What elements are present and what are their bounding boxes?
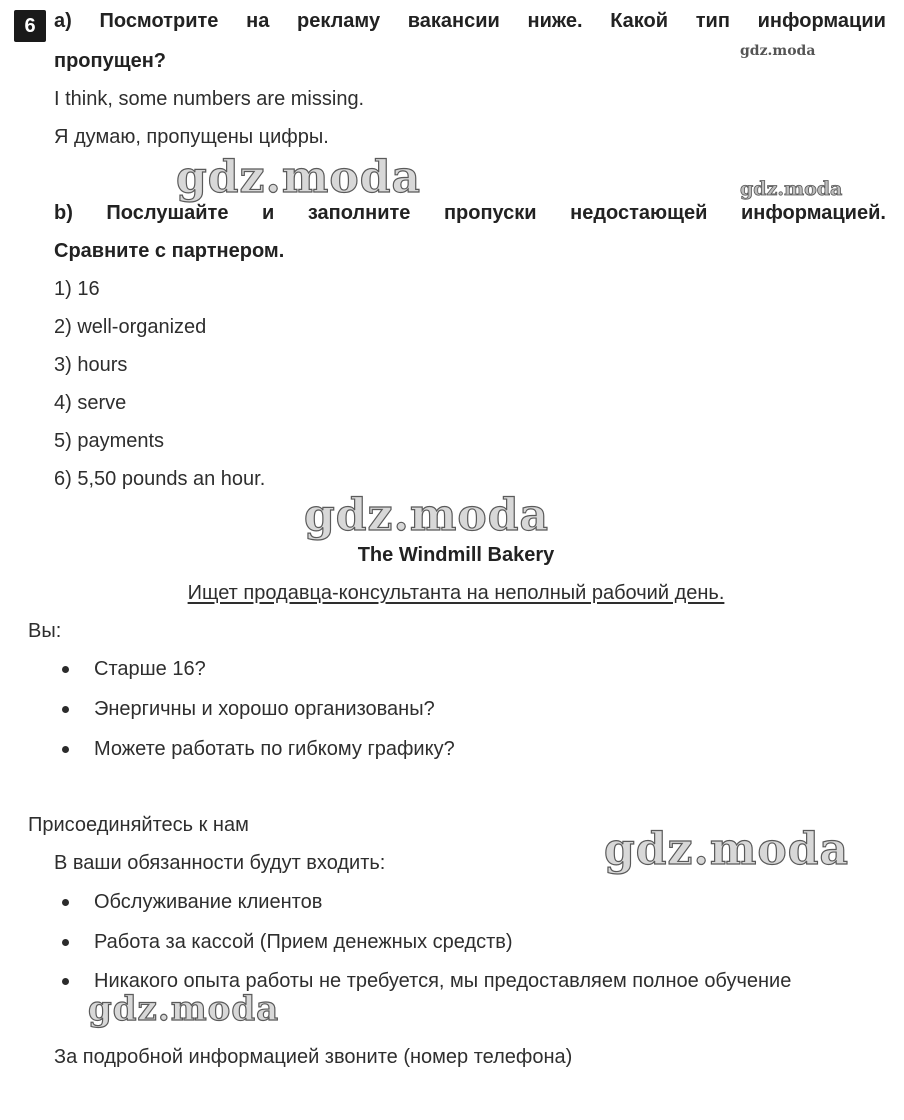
bullet [62,706,69,713]
task-b-heading [54,202,886,225]
answer-item: 6) 5,50 pounds an hour. [54,468,266,490]
ad-you-label: Вы: [28,620,62,642]
word: вакансии [407,10,500,32]
word: Посмотрите [99,10,219,32]
ad-you-item: Старше 16? [94,658,206,680]
word: ниже. [527,10,583,32]
word: тип [695,10,730,32]
word: информации [757,10,886,32]
word: на [246,10,270,32]
task-b-heading-cont: Сравните с партнером. [54,240,285,262]
ad-duty-item: Работа за кассой (Прием денежных средств) [94,931,513,953]
word: информацией. [740,202,886,224]
bullet [62,899,69,906]
task-a-heading-cont: пропущен? [54,50,167,72]
watermark: gdz.moda [176,152,422,203]
bullet [62,939,69,946]
ad-contact: За подробной информацией звоните (номер телефона) [54,1046,573,1068]
answer-item: 2) well-organized [54,316,207,338]
ad-duties-label: В ваши обязанности будут входить: [54,852,386,874]
watermark: gdz.moda [304,490,550,541]
ad-you-item: Можете работать по гибкому графику? [94,738,455,760]
answer-item: 1) 16 [54,278,100,300]
answer-item: 5) payments [54,430,165,452]
bullet [62,666,69,673]
ad-subtitle-text: Ищет продавца-консультанта на неполный рабочий день. [187,582,725,604]
answer-item: 3) hours [54,354,128,376]
watermark: gdz.moda [604,824,850,875]
ad-duty-item: Обслуживание клиентов [94,891,323,913]
answer-russian: Я думаю, пропущены цифры. [54,126,329,148]
answer-item: 4) serve [54,392,127,414]
watermark: gdz.moda [740,43,816,59]
word: заполните [307,202,411,224]
word: a) [54,10,72,32]
ad-subtitle [0,582,904,605]
word: рекламу [297,10,381,32]
bullet [62,746,69,753]
watermark: gdz.moda [88,989,280,1029]
ad-you-item: Энергичны и хорошо организованы? [94,698,435,720]
ad-duty-item: Никакого опыта работы не требуется, мы предоставляем полное обучение [94,970,792,992]
bullet [62,978,69,985]
ad-title: The Windmill Bakery [357,544,555,566]
word: и [261,202,275,224]
word: пропуски [443,202,537,224]
word: Какой [610,10,669,32]
word: b) [54,202,73,224]
answer-english: I think, some numbers are missing. [54,88,365,110]
watermark: gdz.moda [740,178,843,200]
word: недостающей [570,202,708,224]
task-a-heading [54,10,886,33]
task-number-badge: 6 [14,10,46,42]
word: Послушайте [106,202,229,224]
ad-join: Присоединяйтесь к нам [28,814,249,836]
